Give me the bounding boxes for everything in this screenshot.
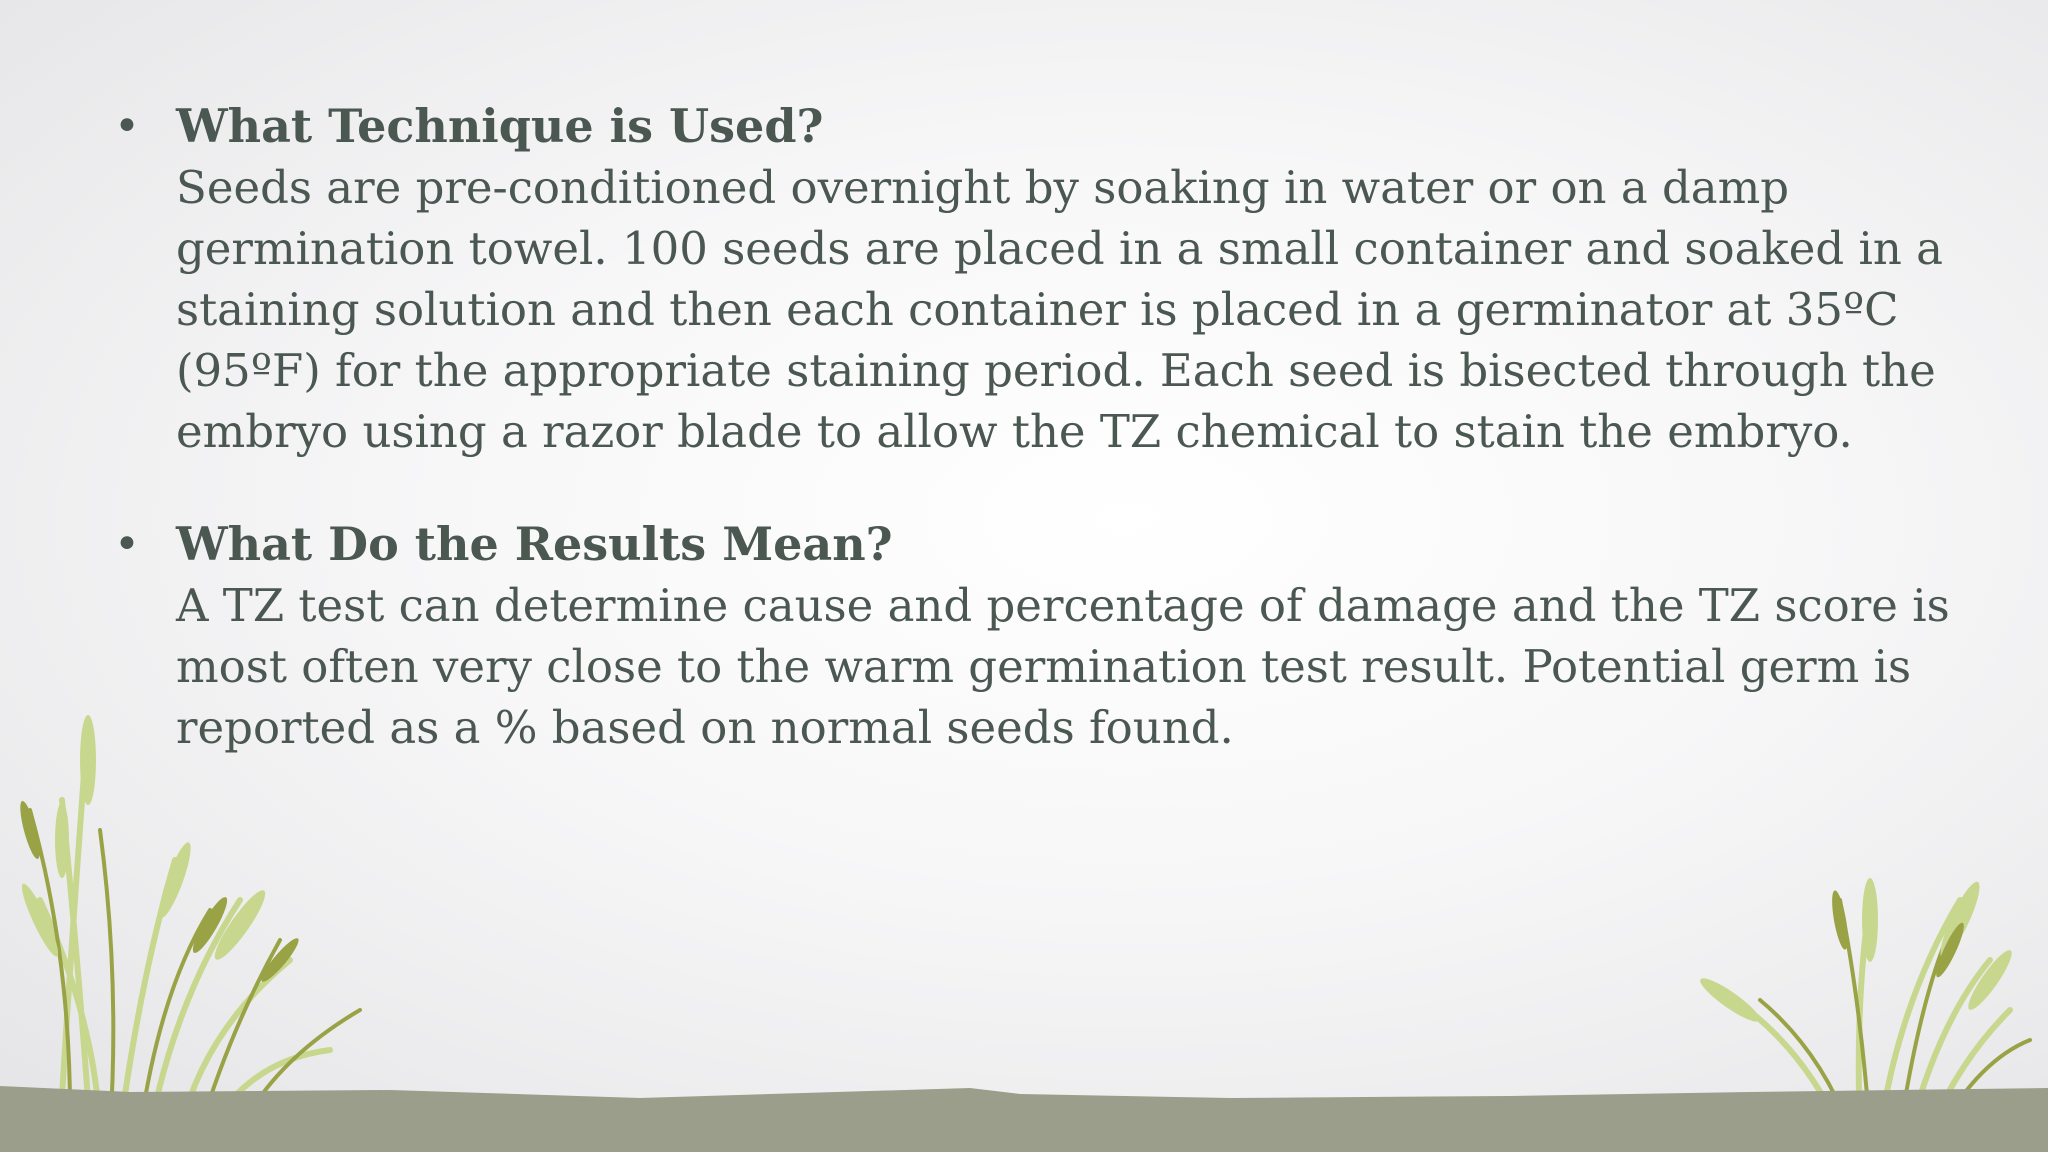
bullet-marker: •: [114, 101, 140, 152]
body-line: staining solution and then each container is placed in a germinator at 35ºC: [176, 283, 1899, 336]
body-line: reported as a % based on normal seeds found.: [176, 701, 1234, 754]
body-line: (95ºF) for the appropriate staining period. Each seed is bisected through the: [176, 344, 1936, 397]
body-line: most often very close to the warm germination test result. Potential germ is: [176, 640, 1912, 693]
hill-ground: [0, 1086, 2048, 1152]
body-line: germination towel. 100 seeds are placed in a small container and soaked in a: [176, 222, 1943, 275]
wheat-grass-icon: [16, 715, 360, 1130]
body-line: embryo using a razor blade to allow the TZ chemical to stain the embryo.: [176, 405, 1853, 458]
body-line: A TZ test can determine cause and percentage of damage and the TZ score is: [176, 579, 1950, 632]
section-heading-technique: What Technique is Used?: [176, 99, 824, 153]
body-line: Seeds are pre-conditioned overnight by soaking in water or on a damp: [176, 161, 1790, 214]
section-heading-results: What Do the Results Mean?: [176, 517, 893, 571]
bullet-marker: •: [114, 519, 140, 570]
